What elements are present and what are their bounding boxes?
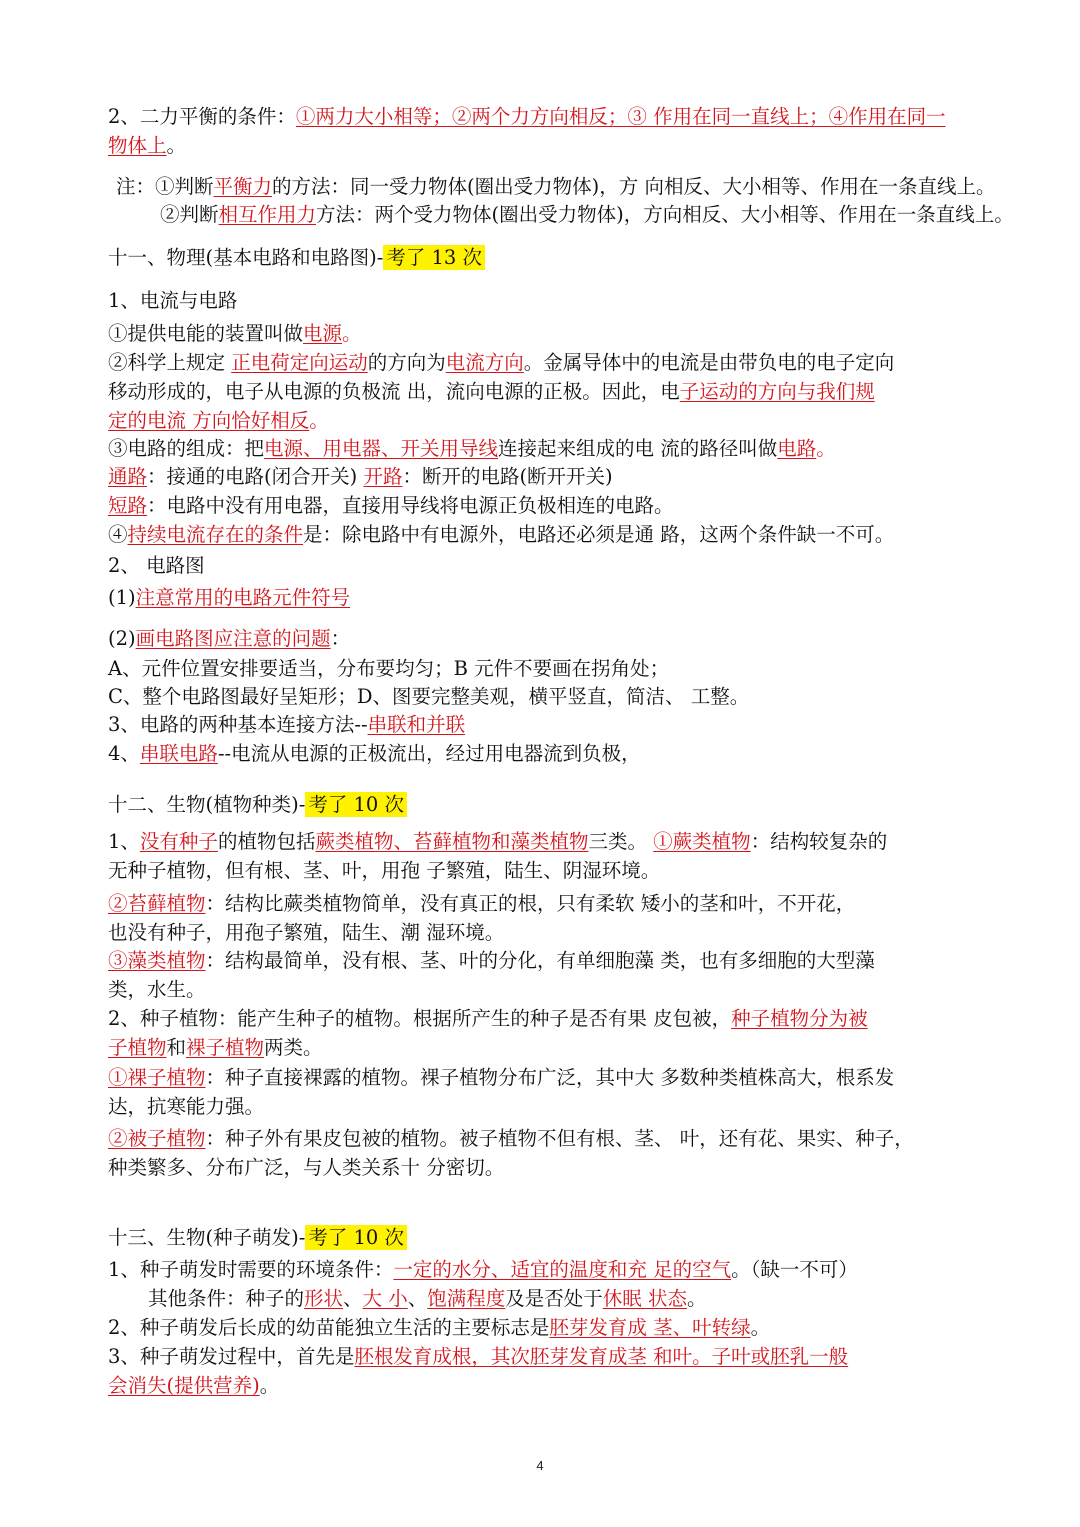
text-line (108, 434, 1008, 463)
text-line (108, 1092, 1008, 1121)
text-segment: 。 (750, 1316, 771, 1339)
highlighted-term: 正电荷定向运动 (231, 351, 368, 374)
text-line (108, 583, 1008, 612)
text-line (108, 918, 1008, 947)
text-line (108, 1313, 1008, 1342)
highlighted-term: 饱满程度 (427, 1287, 506, 1310)
text-segment: 2、种子植物：能产生种子的植物。根据所产生的种子是否有果 皮包被， (108, 1007, 732, 1030)
text-segment: 十一、物理(基本电路和电路图)- (108, 246, 384, 269)
text-segment: 。 (309, 409, 329, 432)
text-line (108, 243, 1008, 272)
text-segment: ：结构比蕨类植物简单，没有真正的根，只有柔软 矮小的茎和叶，不开花， (205, 892, 856, 915)
text-segment: 十二、生物(植物种类)- (108, 793, 306, 816)
text-segment: 三类。 (588, 830, 654, 853)
text-segment: 1、种子萌发时需要的环境条件： (108, 1258, 394, 1281)
text-line (148, 1284, 1048, 1313)
highlighted-term: ③藻类植物 (108, 949, 206, 972)
highlighted-term: 形状 (304, 1287, 344, 1310)
text-line (108, 1223, 1008, 1252)
highlighted-term: 通路 (108, 465, 148, 488)
text-segment: 种类繁多、分布广泛，与人类关系十 分密切。 (108, 1156, 505, 1179)
text-segment: (1) (108, 586, 136, 609)
highlighted-term: ①两力大小相等；②两个力方向相反；③ 作用在同一直线上；④作用在同一 (295, 105, 946, 128)
text-segment: 是：除电路中有电源外，电路还必须是通 路，这两个条件缺一不可。 (303, 523, 895, 546)
exam-count-badge: 考了 10 次 (305, 1225, 407, 1250)
text-line (108, 1033, 1008, 1062)
text-line (108, 551, 1008, 580)
text-segment: ：种子外有果皮包被的植物。被子植物不但有根、茎、 叶，还有花、果实、种子， (205, 1127, 914, 1150)
text-segment: 连接起来组成的电 流的路径叫做 (498, 437, 778, 460)
text-segment: (2) (108, 627, 136, 650)
text-segment: ：种子直接裸露的植物。裸子植物分布广泛，其中大 多数种类植株高大，根系发 (205, 1066, 895, 1089)
text-segment: C、整个电路图最好呈矩形；D、图要完整美观，横平竖直，简洁、 工整。 (108, 685, 750, 708)
text-line (108, 520, 1008, 549)
text-line (108, 102, 1008, 131)
text-segment: A、元件位置安排要适当，分布要均匀；B 元件不要画在拐角处； (108, 657, 670, 680)
text-line (108, 1124, 1008, 1153)
highlighted-term: 注意常用的电路元件符号 (135, 586, 351, 609)
text-line (160, 200, 1060, 229)
highlighted-term: 电流方向 (445, 351, 524, 374)
text-line (108, 1342, 1008, 1371)
text-segment: ④ (108, 523, 128, 546)
highlighted-term: 没有种子 (139, 830, 218, 853)
text-line (108, 491, 1008, 520)
text-line (108, 710, 1008, 739)
text-segment: 其他条件：种子的 (148, 1287, 305, 1310)
highlighted-term: 短路 (108, 494, 148, 517)
text-line (108, 1063, 1008, 1092)
text-segment: 注：①判断 (116, 175, 214, 198)
highlighted-term: ②被子植物 (108, 1127, 206, 1150)
highlighted-term: 串联和并联 (367, 713, 466, 736)
text-line (108, 1255, 1008, 1284)
text-segment: 的方法：同一受力物体(圈出受力物体)，方 向相反、大小相等、作用在一条直线上。 (272, 175, 996, 198)
text-segment: 、 (407, 1287, 428, 1310)
text-segment: ：结构最简单，没有根、茎、叶的分化，有单细胞藻 类，也有多细胞的大型藻 (205, 949, 875, 972)
text-segment: 2、二力平衡的条件： (108, 105, 296, 128)
text-segment: 类，水生。 (108, 978, 206, 1001)
text-segment: 的植物包括 (217, 830, 316, 853)
text-segment: 3、电路的两种基本连接方法-- (108, 713, 368, 736)
text-segment: 无种子植物，但有根、茎、叶，用孢 子繁殖，陆生、阴湿环境。 (108, 859, 661, 882)
text-segment: 达，抗寒能力强。 (108, 1095, 265, 1118)
text-line (108, 377, 1008, 406)
text-line (108, 975, 1008, 1004)
text-line (108, 1004, 1008, 1033)
text-segment: ②判断 (160, 203, 219, 226)
highlighted-term: 电源、用电器、开关用导线 (264, 437, 499, 460)
text-segment: 。（缺一不可） (731, 1258, 858, 1281)
text-line (108, 1371, 1008, 1400)
text-segment: 。 (166, 134, 187, 157)
text-segment: 。金属导体中的电流是由带负电的电子定向 (523, 351, 895, 374)
text-line (108, 406, 1008, 435)
text-segment: 1、电流与电路 (108, 289, 238, 312)
highlighted-term: 裸子植物 (186, 1036, 265, 1059)
text-line (108, 319, 1008, 348)
text-segment: 。 (687, 1287, 707, 1310)
text-line (108, 462, 1008, 491)
highlighted-term: 物体上 (108, 134, 167, 157)
highlighted-term: 相互作用力 (218, 203, 317, 226)
text-segment: 移动形成的，电子从电源的负极流 出，流向电源的正极。因此，电 (108, 380, 680, 403)
highlighted-term: 串联电路 (139, 742, 218, 765)
text-segment: ②科学上规定 (108, 351, 232, 374)
text-segment: 十三、生物(种子萌发)- (108, 1226, 306, 1249)
text-segment: 2、种子萌发后长成的幼苗能独立生活的主要标志是 (108, 1316, 550, 1339)
highlighted-term: 会消失(提供营养) (108, 1374, 260, 1397)
text-segment: 3、种子萌发过程中，首先是 (108, 1345, 355, 1368)
text-segment: 也没有种子，用孢子繁殖，陆生、潮 湿环境。 (108, 921, 505, 944)
highlighted-term: 大 小 (362, 1287, 408, 1310)
text-segment: 2、 电路图 (108, 554, 205, 577)
text-segment: ③电路的组成：把 (108, 437, 265, 460)
text-line (108, 286, 1008, 315)
exam-count-badge: 考了 13 次 (383, 245, 485, 270)
highlighted-term: ①蕨类植物 (653, 830, 751, 853)
text-segment: 两类。 (264, 1036, 323, 1059)
text-line (108, 827, 1008, 856)
highlighted-term: 电源 (303, 322, 343, 345)
text-segment: ：电路中没有用电器，直接用导线将电源正负极相连的电路。 (147, 494, 674, 517)
text-line (108, 1153, 1008, 1182)
text-line (108, 131, 1008, 160)
highlighted-term: 蕨类植物、苔藓植物和藻类植物 (315, 830, 589, 853)
text-line (108, 739, 1008, 768)
text-segment: 1、 (108, 830, 140, 853)
highlighted-term: 画电路图应注意的问题 (135, 627, 331, 650)
text-segment: 。 (816, 437, 836, 460)
highlighted-term: 平衡力 (213, 175, 273, 198)
highlighted-term: 胚芽发育成 茎、叶转绿 (549, 1316, 751, 1339)
highlighted-term: 定的电流 方向恰好相反 (108, 409, 310, 432)
text-line (108, 946, 1008, 975)
text-line (108, 654, 1008, 683)
text-segment: 。 (342, 322, 362, 345)
text-segment: 、 (343, 1287, 363, 1310)
text-segment: ①提供电能的装置叫做 (108, 322, 304, 345)
highlighted-term: 子运动的方向与我们规 (679, 380, 875, 403)
highlighted-term: ①裸子植物 (108, 1066, 206, 1089)
text-segment: 4、 (108, 742, 140, 765)
text-line (108, 790, 1008, 819)
highlighted-term: 一定的水分、适宜的温度和充 足的空气 (393, 1258, 732, 1281)
text-segment: ： (330, 627, 351, 650)
highlighted-term: ②苔藓植物 (108, 892, 206, 915)
highlighted-term: 种子植物分为被 (731, 1007, 868, 1030)
text-segment: ：断开的电路(断开开关) (402, 465, 613, 488)
text-line (108, 889, 1008, 918)
text-line (108, 856, 1008, 885)
exam-count-badge: 考了 10 次 (305, 792, 407, 817)
text-segment: --电流从电源的正极流出，经过用电器流到负极， (217, 742, 641, 765)
text-line (116, 172, 1016, 201)
highlighted-term: 休眠 状态 (602, 1287, 687, 1310)
text-segment: 的方向为 (367, 351, 446, 374)
highlighted-term: 胚根发育成根，其次胚芽发育成茎 和叶。子叶或胚乳一般 (354, 1345, 849, 1368)
text-segment: 方法：两个受力物体(圈出受力物体)，方向相反、大小相等、作用在一条直线上。 (316, 203, 1014, 226)
text-segment: ：接通的电路(闭合开关) (147, 465, 364, 488)
highlighted-term: 子植物 (108, 1036, 167, 1059)
text-line (108, 348, 1008, 377)
text-line (108, 624, 1008, 653)
text-segment: ：结构较复杂的 (750, 830, 888, 853)
text-line (108, 682, 1008, 711)
page-number: 4 (536, 1458, 544, 1473)
highlighted-term: 开路 (363, 465, 403, 488)
text-segment: 。 (259, 1374, 280, 1397)
highlighted-term: 电路 (777, 437, 817, 460)
text-segment: 及是否处于 (505, 1287, 603, 1310)
text-segment: 和 (166, 1036, 187, 1059)
highlighted-term: 持续电流存在的条件 (127, 523, 304, 546)
